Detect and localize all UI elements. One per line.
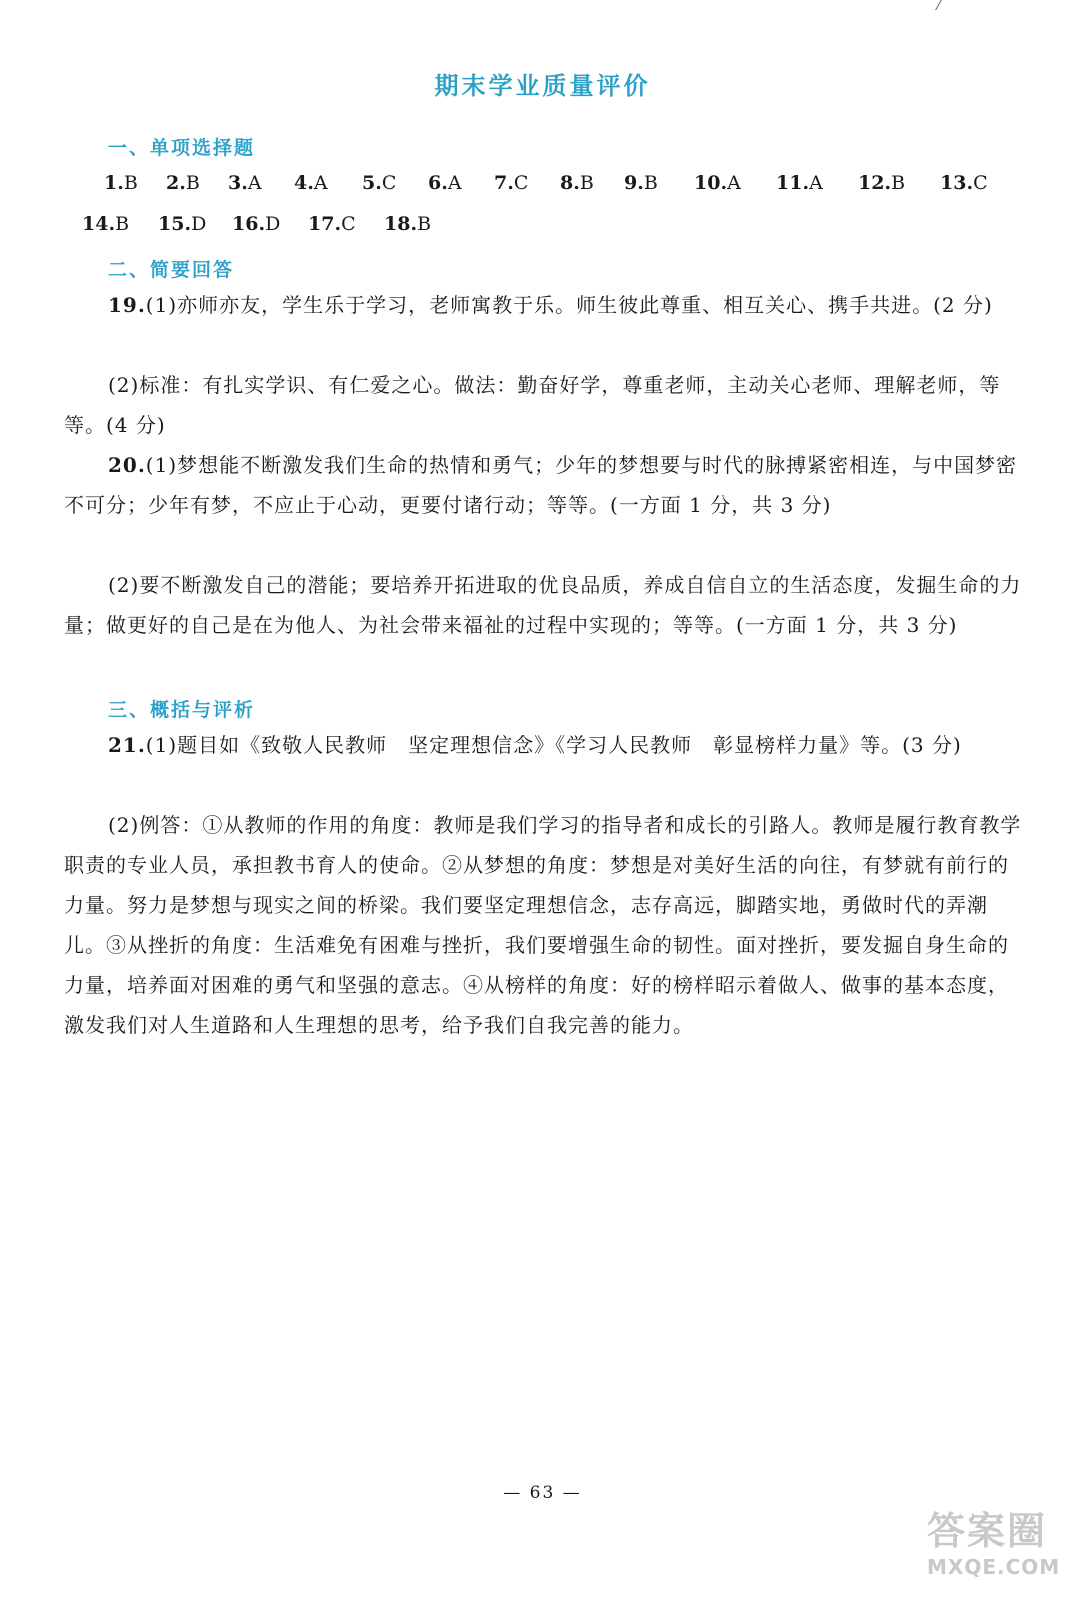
question-number: 19. [108, 293, 146, 317]
section-heading-summary: 三、概括与评析 [108, 699, 256, 721]
page-number: — 63 — [503, 1483, 582, 1503]
site-watermark [927, 1500, 1067, 1590]
choice-item: 1.B [104, 172, 138, 194]
choice-item: 4.A [294, 172, 328, 194]
page-title: 期末学业质量评价 [434, 72, 651, 100]
choice-item: 14.B [82, 213, 130, 235]
question-number: 20. [108, 453, 146, 477]
choice-item: 2.B [166, 172, 200, 194]
choice-item: 3.A [228, 172, 262, 194]
choice-item: 7.C [494, 172, 529, 194]
section-heading-short-answer: 二、简要回答 [108, 259, 235, 281]
section-heading-choice: 一、单项选择题 [108, 137, 256, 159]
choice-item: 6.A [428, 172, 462, 194]
choice-item: 16.D [232, 213, 281, 235]
q20-part-1: 20.(1)梦想能不断激发我们生命的热情和勇气；少年的梦想要与时代的脉搏紧密相连，与中国梦密不可分；少年有梦，不应止于心动，更要付诸行动；等等。(一方面 1 分，共 3 分) [64, 453, 1018, 517]
choice-item: 15.D [158, 213, 207, 235]
choice-item: 18.B [384, 213, 432, 235]
q21-part-1: 21.(1)题目如《致敬人民教师 坚定理想信念》《学习人民教师 彰显榜样力量》等。(3 分) [108, 733, 962, 757]
q21-part-2: (2)例答：①从教师的作用的角度：教师是我们学习的指导者和成长的引路人。教师是履行教育教学职责的专业人员，承担教书育人的使命。②从梦想的角度：梦想是对美好生活的向往，有梦就有前行的力量。努力是梦想与现实之间的桥梁。我们要坚定理想信念，志存高远，脚踏实地，勇做时代的弄潮儿。③从挫折的角度：生活难免有困难与挫折，我们要增强生命的韧性。面对挫折，要发掘自身生命的力量，培养面对困难的勇气和坚强的意志。④从榜样的角度：好的榜样昭示着做人、做事的基本态度，激发我们对人生道路和人生理想的思考，给予我们自我完善的能力。 [64, 813, 1022, 1037]
choice-item: 13.C [940, 172, 988, 194]
choice-item: 9.B [624, 172, 658, 194]
watermark-site: MXQE.COM [927, 1555, 1061, 1579]
q20-part-2: (2)要不断激发自己的潜能；要培养开拓进取的优良品质，养成自信自立的生活态度，发掘生命的力量；做更好的自己是在为他人、为社会带来福祉的过程中实现的；等等。(一方面 1 分，共 3 分) [64, 573, 1022, 637]
choice-item: 5.C [362, 172, 397, 194]
question-number: 21. [108, 733, 146, 757]
q19-part-1: 19.(1)亦师亦友，学生乐于学习，老师寓教于乐。师生彼此尊重、相互关心、携手共进。(2 分) [108, 293, 993, 317]
watermark-logo: 答案圈 [927, 1509, 1048, 1553]
choice-item: 12.B [858, 172, 906, 194]
q19-part-2: (2)标准：有扎实学识、有仁爱之心。做法：勤奋好学，尊重老师，主动关心老师、理解老师，等等。(4 分) [64, 373, 1001, 437]
choice-item: 11.A [776, 172, 823, 194]
corner-mark [925, 0, 942, 10]
choice-item: 17.C [308, 213, 356, 235]
choice-item: 10.A [694, 172, 741, 194]
choice-item: 8.B [560, 172, 594, 194]
